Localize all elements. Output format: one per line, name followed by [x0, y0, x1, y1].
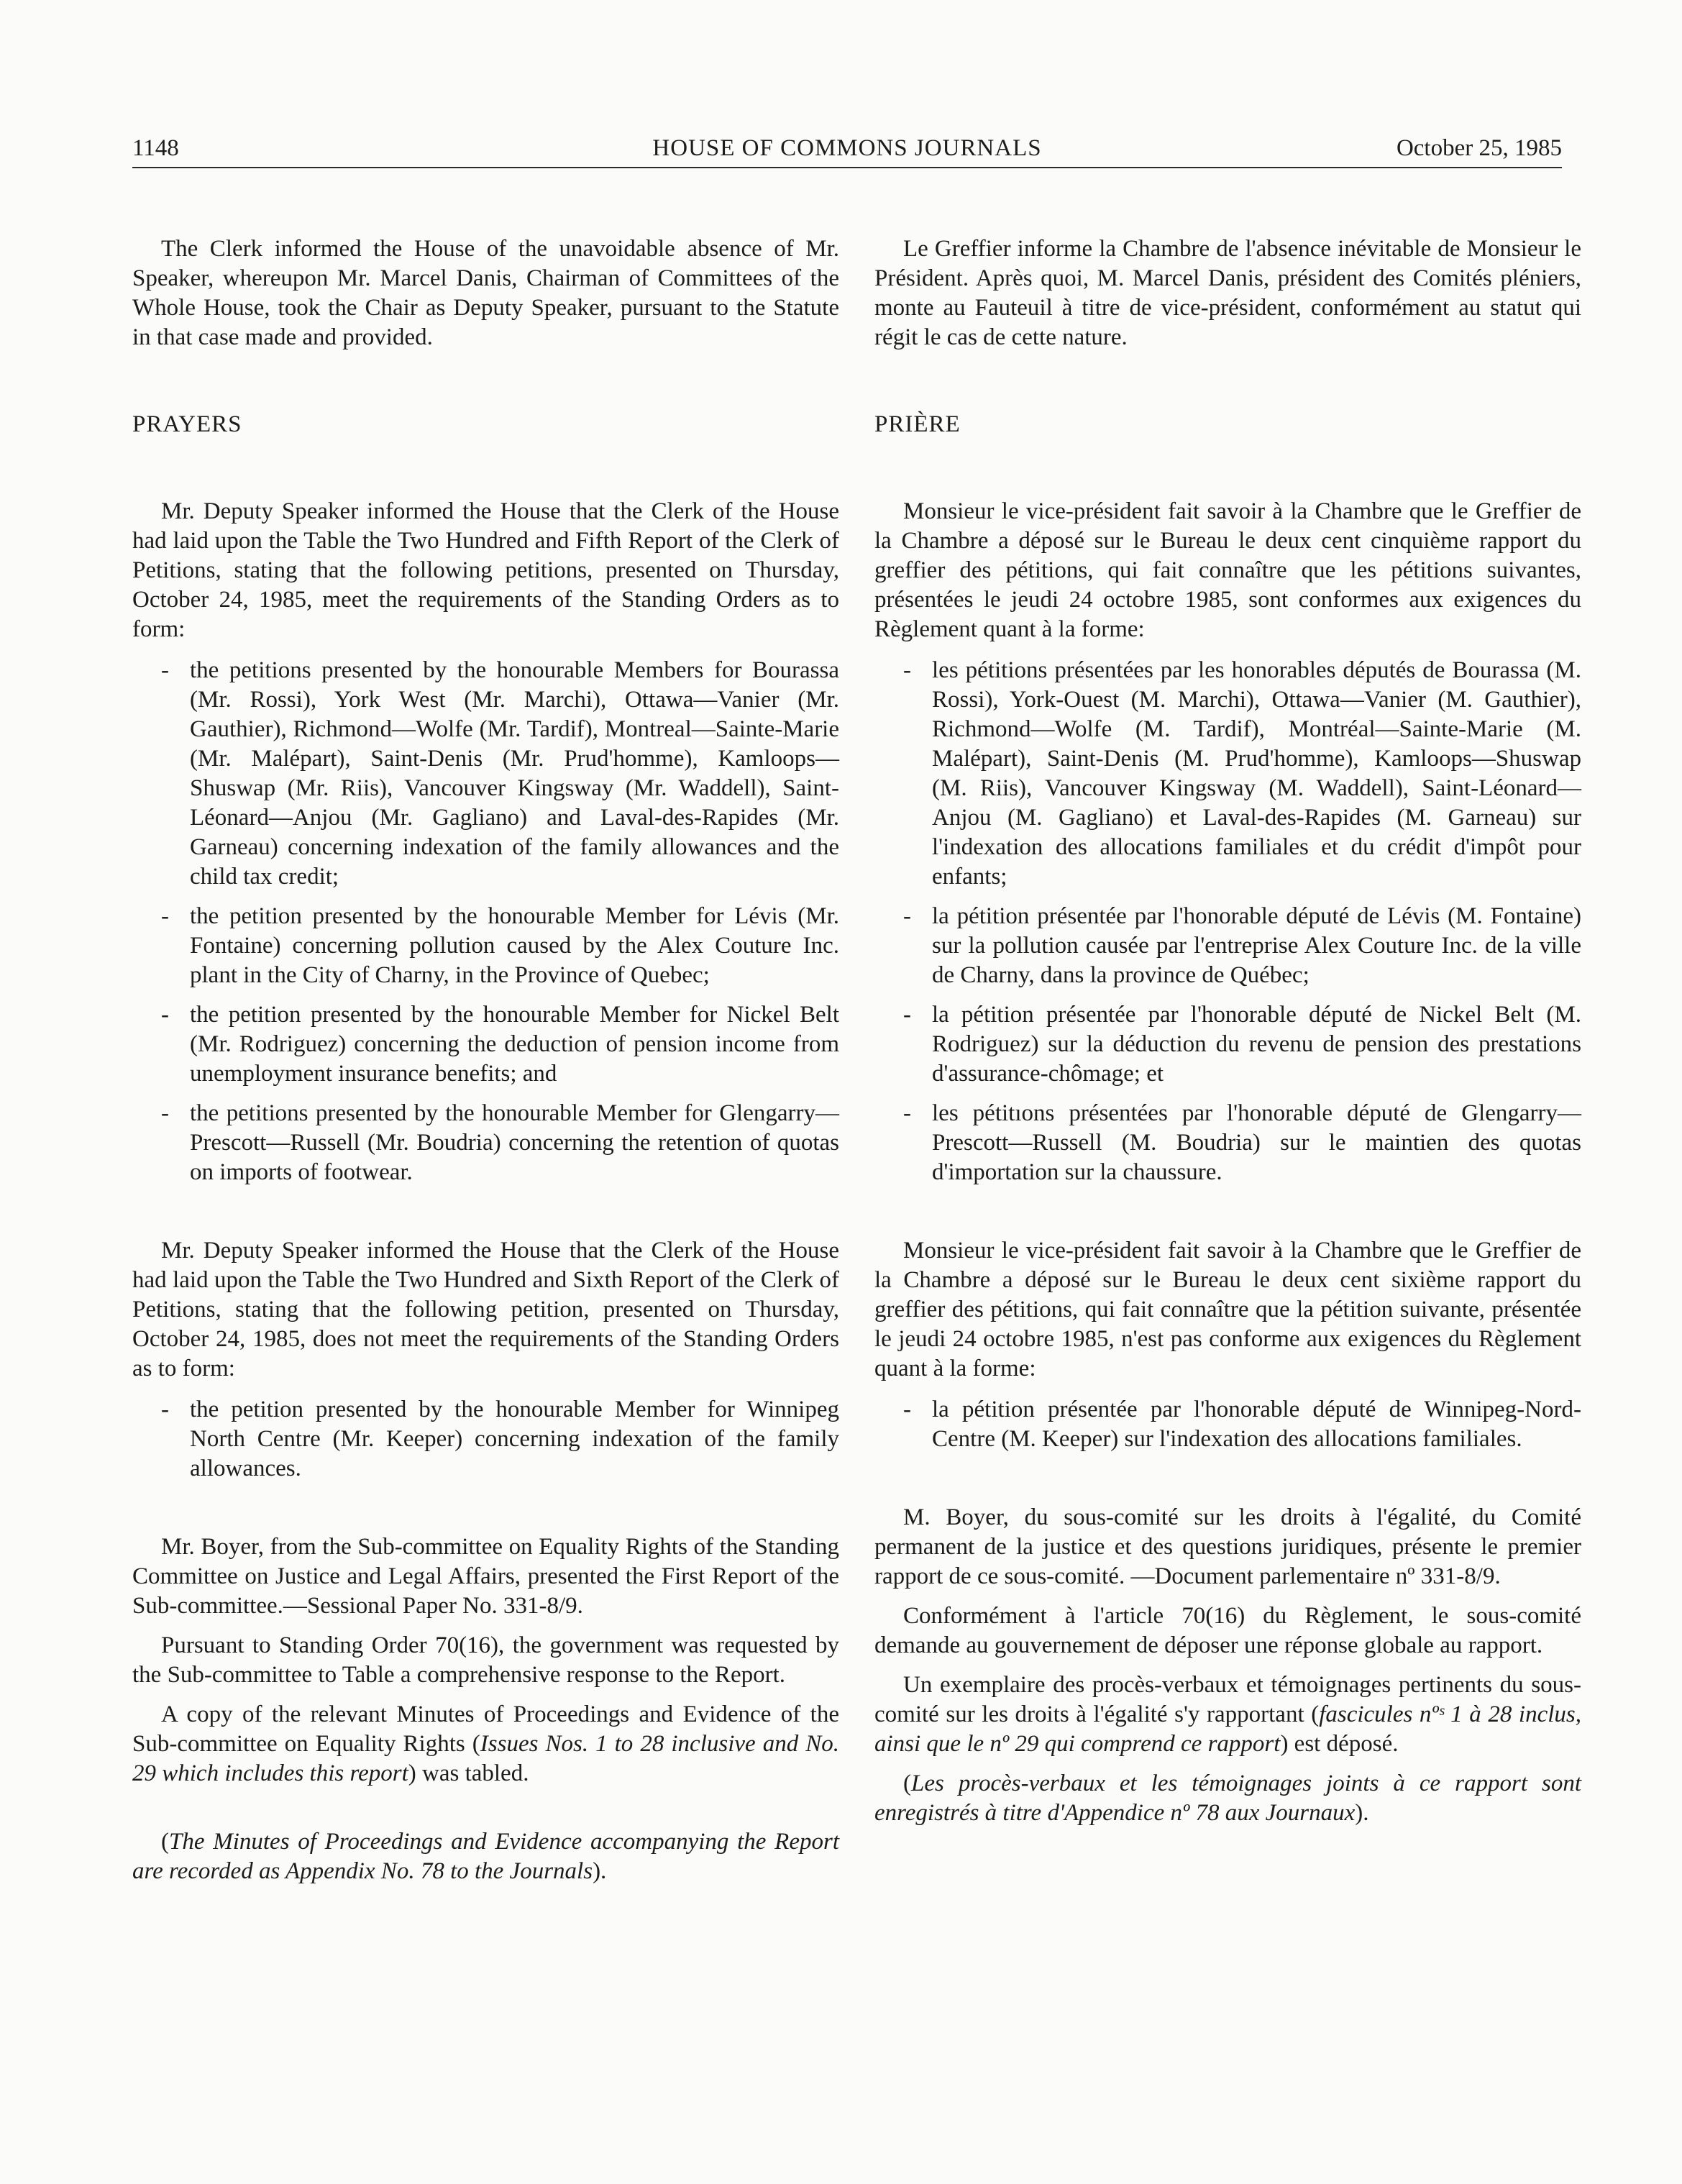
- report1-intro: Mr. Deputy Speaker informed the House that the Clerk of the House had laid upon the Table the Two Hundred and Fifth Report of the Clerk of Petitions, stating that the following petitions, presented on Thursday, October 24, 1985, meet the requirements of the Standing Orders as to form:: [132, 498, 839, 642]
- boyer-paragraph: M. Boyer, du sous-comité sur les droits à l'égalité, du Comité permanent de la justice et des questions juridiques, présente le premier rapport de ce sous-comité. —Document parlementaire nº 331-8/9.: [874, 1504, 1581, 1589]
- intro-paragraph: The Clerk informed the House of the unavoidable absence of Mr. Speaker, whereupon Mr. Marcel Danis, Chairman of Committees of the Whole House, took the Chair as Deputy Speaker, pursuant to the Statute in that case made and provided.: [132, 236, 839, 350]
- list-item: - the petition presented by the honourable Member for Lévis (Mr. Fontaine) concerning pollution caused by the Alex Couture Inc. plant in the City of Charny, in the Province of Quebec;: [161, 903, 839, 988]
- copy-paragraph: Un exemplaire des procès-verbaux et témoignages pertinents du sous-comité sur les droits à l'égalité s'y rapportant (fascicules nºˢ 1 à 28 inclus, ainsi que le nº 29 qui comprend ce rapport) est déposé.: [874, 1672, 1581, 1757]
- appendix-note: (The Minutes of Proceedings and Evidence accompanying the Report are recorded as Appendix No. 78 to the Journals).: [132, 1829, 839, 1884]
- list-item: - la pétition présentée par l'honorable député de Winnipeg-Nord-Centre (M. Keeper) sur l'indexation des allocations familiales.: [903, 1397, 1581, 1452]
- report1-list: [874, 656, 1581, 1187]
- appendix-note: (Les procès-verbaux et les témoignages joints à ce rapport sont enregistrés à titre d'Appendice nº 78 aux Journaux).: [874, 1770, 1581, 1826]
- report2-intro: Mr. Deputy Speaker informed the House that the Clerk of the House had laid upon the Table the Two Hundred and Sixth Report of the Clerk of Petitions, stating that the following petition, presented on Thursday, October 24, 1985, does not meet the requirements of the Standing Orders as to form:: [132, 1238, 839, 1381]
- list-item: - la pétition présentée par l'honorable député de Lévis (M. Fontaine) sur la pollution causée par l'entreprise Alex Couture Inc. de la ville de Charny, dans la province de Québec;: [903, 903, 1581, 988]
- list-item: - the petition presented by the honourable Member for Winnipeg North Centre (Mr. Keeper) concerning indexation of the family allowances.: [161, 1397, 839, 1481]
- journal-title: HOUSE OF COMMONS JOURNALS: [652, 135, 1042, 161]
- english-column: [132, 234, 839, 1886]
- list-item: - la pétition présentée par l'honorable député de Nickel Belt (M. Rodriguez) sur la déduction du revenu de pension des prestations d'assurance-chômage; et: [903, 1002, 1581, 1087]
- report2-intro: Monsieur le vice-président fait savoir à la Chambre que le Greffier de la Chambre a déposé sur le Bureau le deux cent sixième rapport du greffier des pétitions, qui fait connaître que la pétition suivante, présentée le jeudi 24 octobre 1985, n'est pas conforme aux exigences du Règlement quant à la forme:: [874, 1238, 1581, 1381]
- french-column: [874, 234, 1581, 1828]
- copy-paragraph: A copy of the relevant Minutes of Proceedings and Evidence of the Sub-committee on Equality Rights (Issues Nos. 1 to 28 inclusive and No. 29 which includes this report) was tabled.: [132, 1701, 839, 1786]
- pursuant-paragraph: Pursuant to Standing Order 70(16), the government was requested by the Sub-committee to Table a comprehensive response to the Report.: [132, 1632, 839, 1688]
- intro-paragraph: Le Greffier informe la Chambre de l'absence inévitable de Monsieur le Président. Après quoi, M. Marcel Danis, président des Comités pléniers, monte au Fauteuil à titre de vice-président, conformément au statut qui régit le cas de cette nature.: [874, 236, 1581, 350]
- list-item: - the petitions presented by the honourable Member for Glengarry—Prescott—Russell (Mr. Boudria) concerning the retention of quotas on imports of footwear.: [161, 1100, 839, 1185]
- list-item: - the petition presented by the honourable Member for Nickel Belt (Mr. Rodriguez) concerning the deduction of pension income from unemployment insurance benefits; and: [161, 1002, 839, 1087]
- journal-date: October 25, 1985: [1396, 135, 1562, 161]
- list-item: - les pétitions présentées par les honorables députés de Bourassa (M. Rossi), York-Ouest (M. Marchi), Ottawa—Vanier (M. Gauthier), Richmond—Wolfe (M. Tardif), Montréal—Sainte-Marie (M. Malépart), Saint-Denis (M. Prud'homme), Kamloops—Shuswap (M. Riis), Vancouver Kingsway (M. Waddell), Saint-Léonard—Anjou (M. Gagliano) et Laval-des-Rapides (M. Garneau) sur l'indexation des allocations familiales et du crédit d'impôt pour enfants;: [903, 657, 1581, 890]
- report2-list: [132, 1395, 839, 1484]
- report1-intro: Monsieur le vice-président fait savoir à la Chambre que le Greffier de la Chambre a déposé sur le Bureau le deux cent cinquième rapport du greffier des pétitions, qui fait connaître que les pétitions suivantes, présentées le jeudi 24 octobre 1985, sont conformes aux exigences du Règlement quant à la forme:: [874, 498, 1581, 642]
- prayers-heading: PRIÈRE: [874, 411, 961, 437]
- report1-list: [132, 656, 839, 1187]
- list-item: - the petitions presented by the honourable Members for Bourassa (Mr. Rossi), York West (Mr. Marchi), Ottawa—Vanier (Mr. Gauthier), Richmond—Wolfe (Mr. Tardif), Montreal—Sainte-Marie (Mr. Malépart), Saint-Denis (Mr. Prud'homme), Kamloops—Shuswap (Mr. Riis), Vancouver Kingsway (Mr. Waddell), Saint-Léonard—Anjou (Mr. Gagliano) and Laval-des-Rapides (Mr. Garneau) concerning indexation of the family allowances and the child tax credit;: [161, 657, 839, 890]
- boyer-paragraph: Mr. Boyer, from the Sub-committee on Equality Rights of the Standing Committee on Justice and Legal Affairs, presented the First Report of the Sub-committee.—Sessional Paper No. 331-8/9.: [132, 1534, 839, 1619]
- report2-list: [874, 1395, 1581, 1454]
- list-item: - les pétitıons présentées par l'honorable député de Glengarry—Prescott—Russell (M. Boudria) sur le maintien des quotas d'importation sur la chaussure.: [903, 1100, 1581, 1185]
- prayers-heading: PRAYERS: [132, 411, 242, 437]
- pursuant-paragraph: Conformément à l'article 70(16) du Règlement, le sous-comité demande au gouvernement de déposer une réponse globale au rapport.: [874, 1603, 1581, 1658]
- page-number: 1148: [132, 135, 179, 161]
- page-header: [132, 129, 1562, 168]
